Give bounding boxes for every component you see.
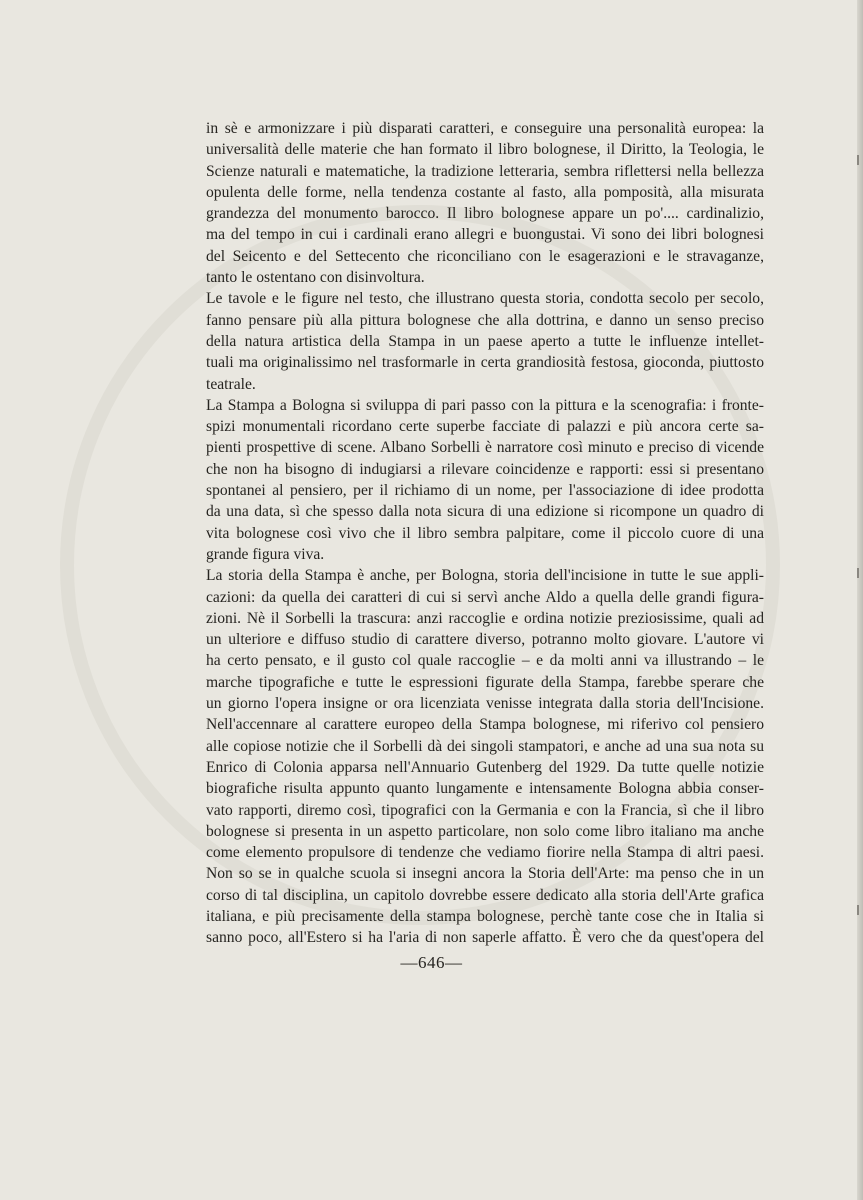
text-line: alle copiose notizie che il Sorbelli dà dei singoli stampatori, e anche ad una sua nota su [206, 737, 764, 755]
text-line: Le tavole e le figure nel testo, che illustrano questa storia, condotta secolo per secolo, [206, 290, 764, 308]
text-line: opulenta delle forme, nella tendenza costante al fasto, alla pomposità, alla misurata [206, 183, 764, 201]
text-line: in sè e armonizzare i più disparati caratteri, e conseguire una personalità europea: la [206, 120, 764, 137]
text-line: fanno pensare più alla pittura bolognese che alla dottrina, e danno un senso preciso [206, 311, 764, 329]
margin-mark [857, 155, 859, 165]
text-line: marche tipografiche e tutte le espressioni figurate della Stampa, farebbe sperare che [206, 673, 764, 691]
text-line: universalità delle materie che han formato il libro bolognese, il Diritto, la Teologia, le [206, 141, 764, 159]
page-edge [857, 0, 863, 1200]
margin-mark [857, 568, 859, 578]
margin-mark [857, 905, 859, 915]
text-line: Non so se in qualche scuola si insegni ancora la Storia dell'Arte: ma penso che in un [206, 865, 764, 883]
text-line: grandezza del monumento barocco. Il libro bolognese appare un po'.... cardinalizio, [206, 205, 764, 223]
text-line: sanno poco, all'Estero si ha l'aria di non saperle affatto. È vero che da quest'opera del [206, 929, 764, 947]
text-line: Enrico di Colonia apparsa nell'Annuario Gutenberg del 1929. Da tutte quelle notizie [206, 758, 764, 776]
text-line: biografiche risulta appunto quanto lungamente e intensamente Bologna abbia conser- [206, 780, 764, 798]
text-line: un ulteriore e diffuso studio di carattere diverso, potranno molto giovare. L'autore vi [206, 631, 764, 649]
text-line: spizi monumentali ricordano certe superbe facciate di palazzi e più ancora certe sa- [206, 418, 764, 436]
text-line: La storia della Stampa è anche, per Bologna, storia dell'incisione in tutte le sue appli- [206, 567, 764, 585]
text-line: La Stampa a Bologna si sviluppa di pari passo con la pittura e la scenografia: i fronte- [206, 396, 764, 414]
text-line: corso di tal disciplina, un capitolo dovrebbe essere dedicato alla storia dell'Arte grafica [206, 886, 764, 904]
text-line: ha certo pensato, e il gusto col quale raccoglie – e da molti anni va illustrando – le [206, 652, 764, 670]
text-line: che non ha bisogno di indugiarsi a rilevare coincidenze e rapporti: essi si presentano [206, 460, 764, 478]
text-line: un giorno l'opera insigne or ora licenziata venisse integrata dalla storia dell'Incisione. [206, 695, 764, 713]
text-line: come elemento propulsore di tendenze che vediamo fiorire nella Stampa di altri paesi. [206, 844, 764, 862]
text-line: della natura artistica della Stampa in un paese aperto a tutte le influenze intellet- [206, 332, 764, 350]
text-line: pienti prospettive di scene. Albano Sorbelli è narratore così minuto e preciso di vicende [206, 439, 764, 457]
text-line: ma del tempo in cui i cardinali erano allegri e buongustai. Vi sono dei libri bolognesi [206, 226, 764, 244]
text-line: tanto le ostentano con disinvoltura. [206, 269, 425, 287]
text-line: italiana, e più precisamente della stampa bolognese, perchè tante cose che in Italia si [206, 907, 764, 925]
text-line: tuali ma originalissimo nel trasformarle in certa grandiosità festosa, gioconda, piuttosto [206, 354, 764, 372]
text-line: teatrale. [206, 375, 256, 393]
text-line: cazioni: da quella dei caratteri di cui si servì anche Aldo a quella delle grandi figura- [206, 588, 764, 606]
text-line: del Seicento e del Settecento che riconciliano con le esagerazioni e le stravaganze, [206, 247, 764, 265]
text-line: da una data, sì che spesso dalla nota sicura di una edizione si ricompone un quadro di [206, 503, 764, 521]
body-text [206, 118, 764, 970]
text-line: grande figura viva. [206, 545, 325, 563]
text-line: zioni. Nè il Sorbelli la trascura: anzi raccoglie e ordina notizie preziosissime, quali ad [206, 609, 764, 627]
text-line: Nell'accennare al carattere europeo della Stampa bolognese, mi riferivo col pensiero [206, 716, 764, 734]
text-line: bolognese si presenta in un aspetto particolare, non solo come libro italiano ma anche [206, 822, 764, 840]
text-line: vato rapporti, diremo così, tipografici con la Germania e con la Francia, sì che il libro [206, 801, 764, 819]
text-line: spontanei al pensiero, per il richiamo di un nome, per l'associazione di idee prodotta [206, 482, 764, 500]
text-line: Scienze naturali e matematiche, la tradizione letteraria, sembra riflettersi nella bellezza [206, 162, 764, 180]
page-number: —646— [400, 953, 463, 972]
text-line: vita bolognese così vivo che il libro sembra palpitare, come il piccolo cuore di una [206, 524, 764, 542]
